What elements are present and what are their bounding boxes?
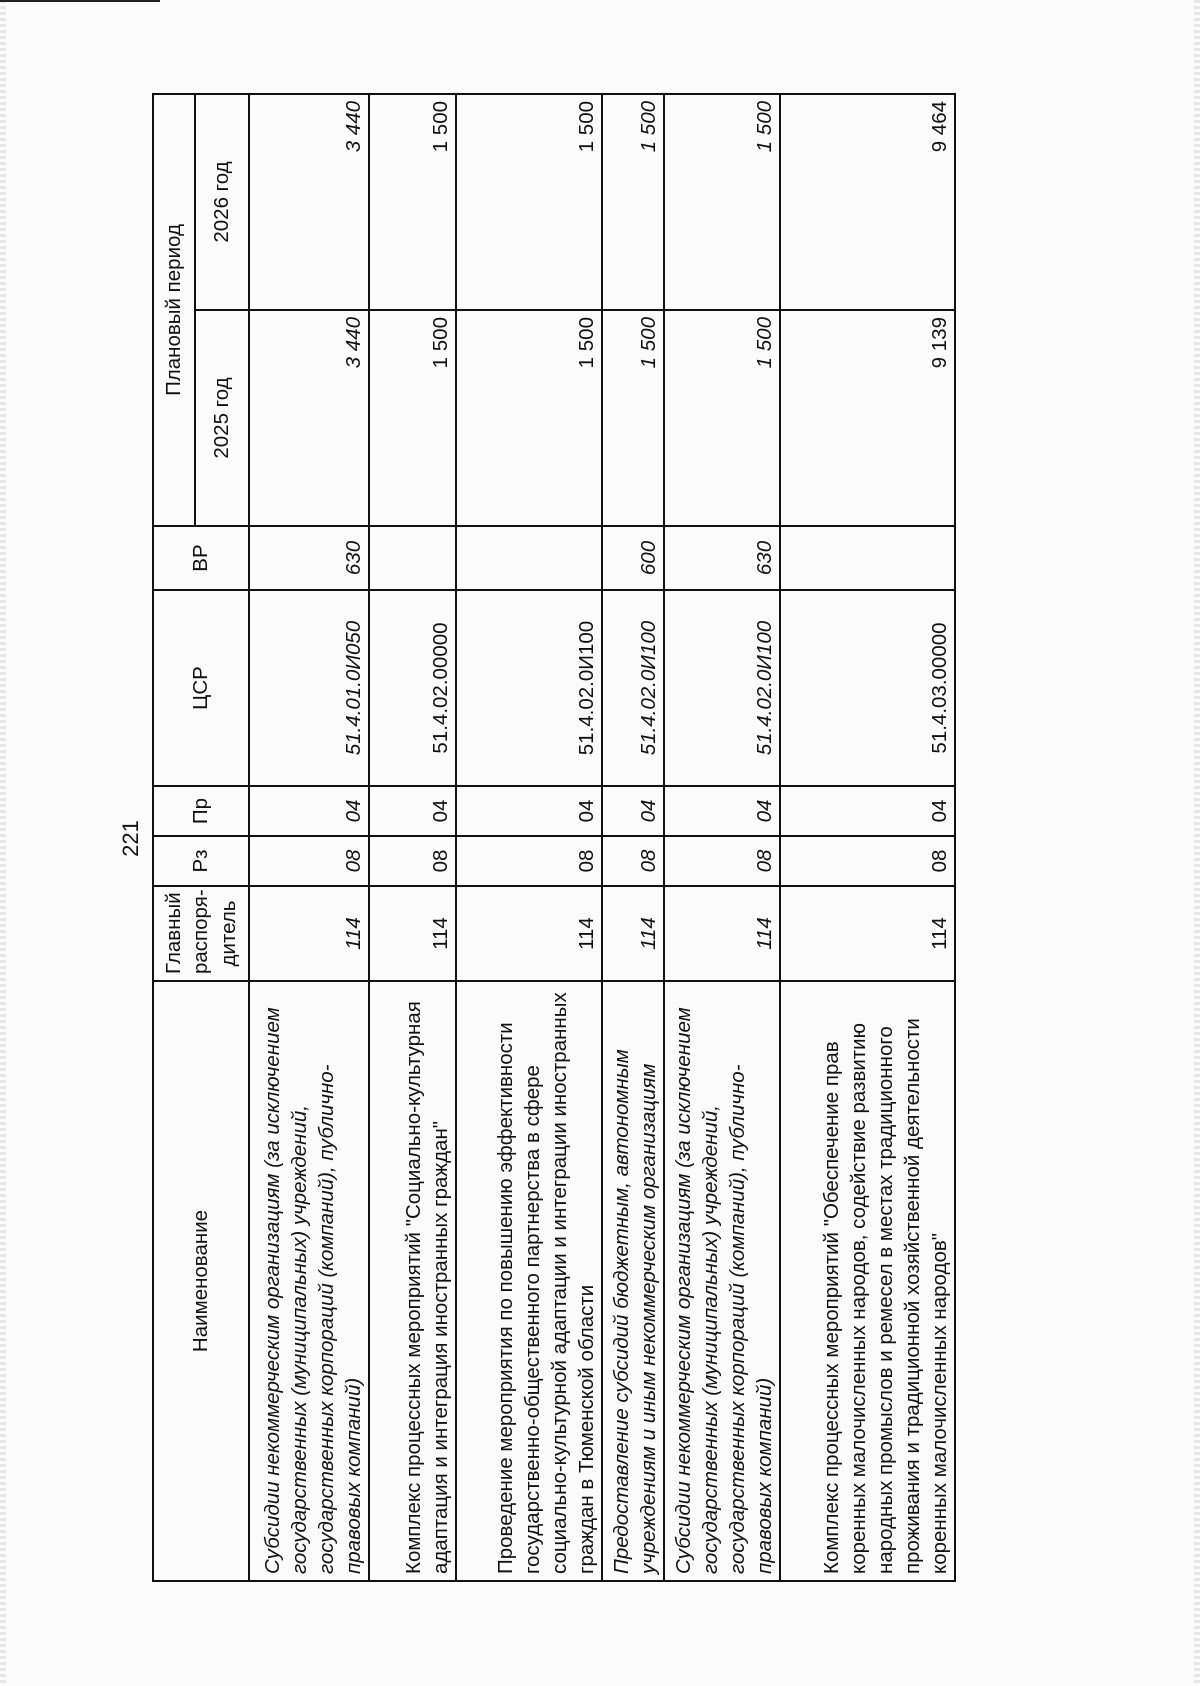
row-csr: 51.4.02.0И100 <box>664 590 780 786</box>
row-name: Субсидии некоммерческим организациям (за исключением государственных (муниципальных) учреждений, государственных корпораций (компаний), публично-правовых компаний) <box>249 981 369 1581</box>
row-pr: 04 <box>369 786 456 836</box>
rotated-page <box>100 95 1100 1582</box>
header-year-2025: 2025 год <box>195 310 249 526</box>
row-vr: 600 <box>602 526 664 590</box>
row-main-manager: 114 <box>456 886 602 981</box>
row-2026: 1 500 <box>602 94 664 310</box>
scan-edge-right <box>1194 0 1200 1686</box>
row-rz: 08 <box>369 836 456 886</box>
header-vr: ВР <box>153 526 249 590</box>
header-rz: Рз <box>153 836 249 886</box>
budget-table <box>152 93 956 1582</box>
row-vr <box>456 526 602 590</box>
row-csr: 51.4.02.00000 <box>369 590 456 786</box>
row-pr: 04 <box>780 786 955 836</box>
row-2025: 1 500 <box>664 310 780 526</box>
row-csr: 51.4.03.00000 <box>780 590 955 786</box>
row-csr: 51.4.01.0И050 <box>249 590 369 786</box>
header-pr: Пр <box>153 786 249 836</box>
row-2026: 1 500 <box>456 94 602 310</box>
row-pr: 04 <box>602 786 664 836</box>
row-2025: 1 500 <box>369 310 456 526</box>
header-main-manager: Главный распоря-дитель <box>153 886 249 981</box>
row-rz: 08 <box>780 836 955 886</box>
header-planned-period: Плановый период <box>153 94 195 526</box>
row-pr: 04 <box>456 786 602 836</box>
row-rz: 08 <box>456 836 602 886</box>
row-vr <box>369 526 456 590</box>
row-pr: 04 <box>249 786 369 836</box>
row-2025: 9 139 <box>780 310 955 526</box>
header-row-top <box>153 94 195 1581</box>
row-vr <box>780 526 955 590</box>
row-2026: 9 464 <box>780 94 955 310</box>
header-year-2026: 2026 год <box>195 94 249 310</box>
row-csr: 51.4.02.0И100 <box>456 590 602 786</box>
header-csr: ЦСР <box>153 590 249 786</box>
row-vr: 630 <box>664 526 780 590</box>
row-name: Комплекс процессных мероприятий "Обеспечение прав коренных малочисленных народов, содействие развитию народных промыслов и ремесел в местах традиционного проживания и традиционной хозяйственной деятельности коренных малочисленных народов" <box>780 981 955 1581</box>
row-2026: 1 500 <box>369 94 456 310</box>
row-2026: 1 500 <box>664 94 780 310</box>
table-row <box>456 94 602 1581</box>
table-row <box>780 94 955 1581</box>
table-row <box>369 94 456 1581</box>
page-number: 221 <box>118 820 143 857</box>
table-row <box>249 94 369 1581</box>
row-main-manager: 114 <box>664 886 780 981</box>
row-rz: 08 <box>602 836 664 886</box>
header-name: Наименование <box>153 981 249 1581</box>
row-2025: 3 440 <box>249 310 369 526</box>
row-main-manager: 114 <box>602 886 664 981</box>
table-row <box>664 94 780 1581</box>
row-vr: 630 <box>249 526 369 590</box>
row-name: Предоставление субсидий бюджетным, автономным учреждениям и иным некоммерческим организациям <box>602 981 664 1581</box>
row-2025: 1 500 <box>602 310 664 526</box>
table-row <box>602 94 664 1581</box>
row-2026: 3 440 <box>249 94 369 310</box>
scan-top-line <box>0 0 160 2</box>
row-pr: 04 <box>664 786 780 836</box>
row-rz: 08 <box>664 836 780 886</box>
row-name: Комплекс процессных мероприятий "Социально-культурная адаптация и интеграция иностранных граждан" <box>369 981 456 1581</box>
row-2025: 1 500 <box>456 310 602 526</box>
row-csr: 51.4.02.0И100 <box>602 590 664 786</box>
row-name: Проведение мероприятия по повышению эффективности государственно-общественного партнерства в сфере социально-культурной адаптации и интеграции иностранных граждан в Тюменской области <box>456 981 602 1581</box>
row-main-manager: 114 <box>249 886 369 981</box>
row-rz: 08 <box>249 836 369 886</box>
scan-edge-left <box>0 0 6 1686</box>
row-main-manager: 114 <box>780 886 955 981</box>
row-main-manager: 114 <box>369 886 456 981</box>
row-name: Субсидии некоммерческим организациям (за исключением государственных (муниципальных) учреждений, государственных корпораций (компаний), публично-правовых компаний) <box>664 981 780 1581</box>
